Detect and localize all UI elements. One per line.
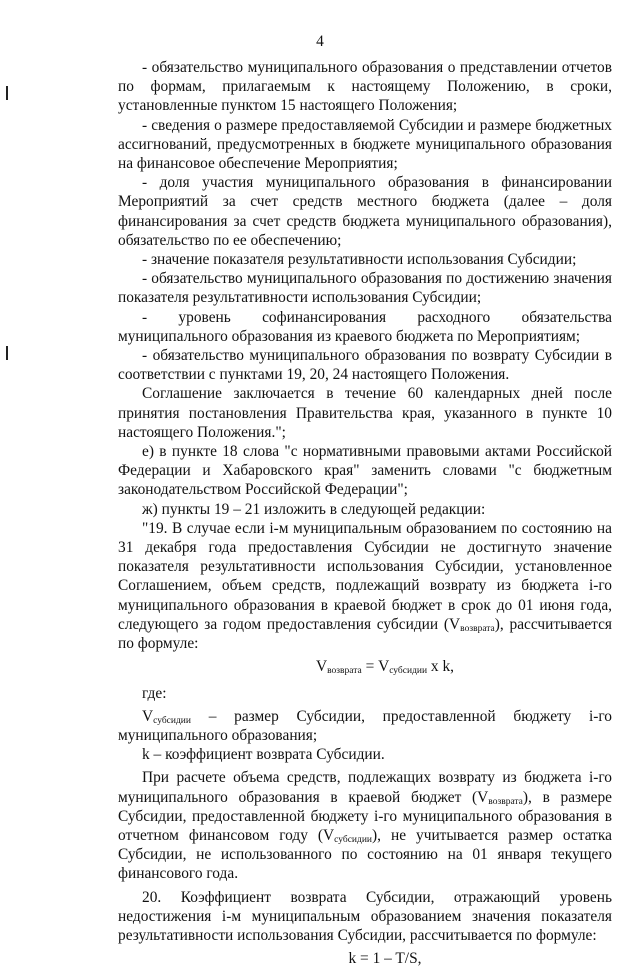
definition-k: k – коэффициент возврата Субсидии. bbox=[142, 746, 385, 764]
item-zh-paragraph: ж) пункты 19 – 21 изложить в следующей редакции: bbox=[142, 500, 486, 518]
formula-return-coefficient: k = 1 – T/S, bbox=[348, 950, 422, 968]
bullet-indicator-value: - значение показателя результативности использования Субсидии; bbox=[142, 251, 577, 269]
where-label: где: bbox=[142, 684, 167, 702]
bullet-indicator-obligation: - обязательство муниципального образования по достижению значения показателя результативности использования Субсидии; bbox=[118, 270, 612, 307]
margin-mark bbox=[6, 86, 8, 100]
bullet-return-obligation: - обязательство муниципального образования по возврату Субсидии в соответствии с пунктами 19, 20, 24 настоящего Положения. bbox=[118, 347, 612, 384]
document-body bbox=[118, 58, 612, 968]
agreement-term-paragraph: Соглашение заключается в течение 60 календарных дней после принятия постановления Правительства края, указанного в пункте 10 настоящего Положения."; bbox=[118, 385, 612, 441]
bullet-reports: - обязательство муниципального образования о представлении отчетов по формам, прилагаемым к настоящему Положению, в сроки, установленные пунктом 15 настоящего Положения; bbox=[118, 59, 612, 115]
bullet-participation-share: - доля участия муниципального образования в финансировании Мероприятий за счет средств местного бюджета (далее – доля финансирования за счет средств бюджета муниципального образования), обязательство по ее обеспечению; bbox=[118, 174, 612, 249]
bullet-cofinancing-level: - уровень софинансирования расходного обязательства муниципального образования из краевого бюджета по Мероприятиям; bbox=[118, 308, 612, 345]
definition-v-subsidy: $V_{субсидии}$ – размер Субсидии, предоставленной бюджету i-го муниципального образования; bbox=[118, 707, 612, 744]
page-number: 4 bbox=[316, 33, 324, 50]
calculation-note-paragraph: При расчете объема средств, подлежащих возврату из бюджета i-го муниципального образования в краевой бюджет $(V_{возврата})$, в размере Субсидии, предоставленной бюджету i-го муниципального образования в отчетном финансовом году $(V_{субсидии})$, не учитывается размер остатка Субсидии, не использованного по состоянию на 01 января текущего финансового года. bbox=[118, 769, 613, 883]
clause-20-paragraph: 20. Коэффициент возврата Субсидии, отражающий уровень недостижения i-м муниципальным образованием значения показателя результативности использования Субсидии, рассчитывается по формуле: bbox=[118, 888, 612, 944]
margin-mark bbox=[6, 346, 8, 360]
formula-return-volume: $V_{возврата} = V_{субсидии}$ x k, bbox=[315, 658, 455, 677]
item-e-paragraph: е) в пункте 18 слова "с нормативными правовыми актами Российской Федерации и Хабаровского края" заменить словами "с бюджетным законодательством Российской Федерации"; bbox=[118, 443, 612, 499]
bullet-subsidy-size: - сведения о размере предоставляемой Субсидии и размере бюджетных ассигнований, предусмотренных в бюджете муниципального образования на финансовое обеспечение Мероприятия; bbox=[118, 116, 612, 173]
clause-19-paragraph: "19. В случае если i-м муниципальным образованием по состоянию на 31 декабря года предоставления Субсидии не достигнуто значение показателя результативности использования Субсидии, установленное Соглашением, объем средств, подлежащий возврату из бюджета i-го муниципального образования в краевой бюджет в срок до 01 июня года, следующего за годом предоставления субсидии $(V_{возврата})$, рассчитывается по формуле: bbox=[118, 519, 613, 653]
